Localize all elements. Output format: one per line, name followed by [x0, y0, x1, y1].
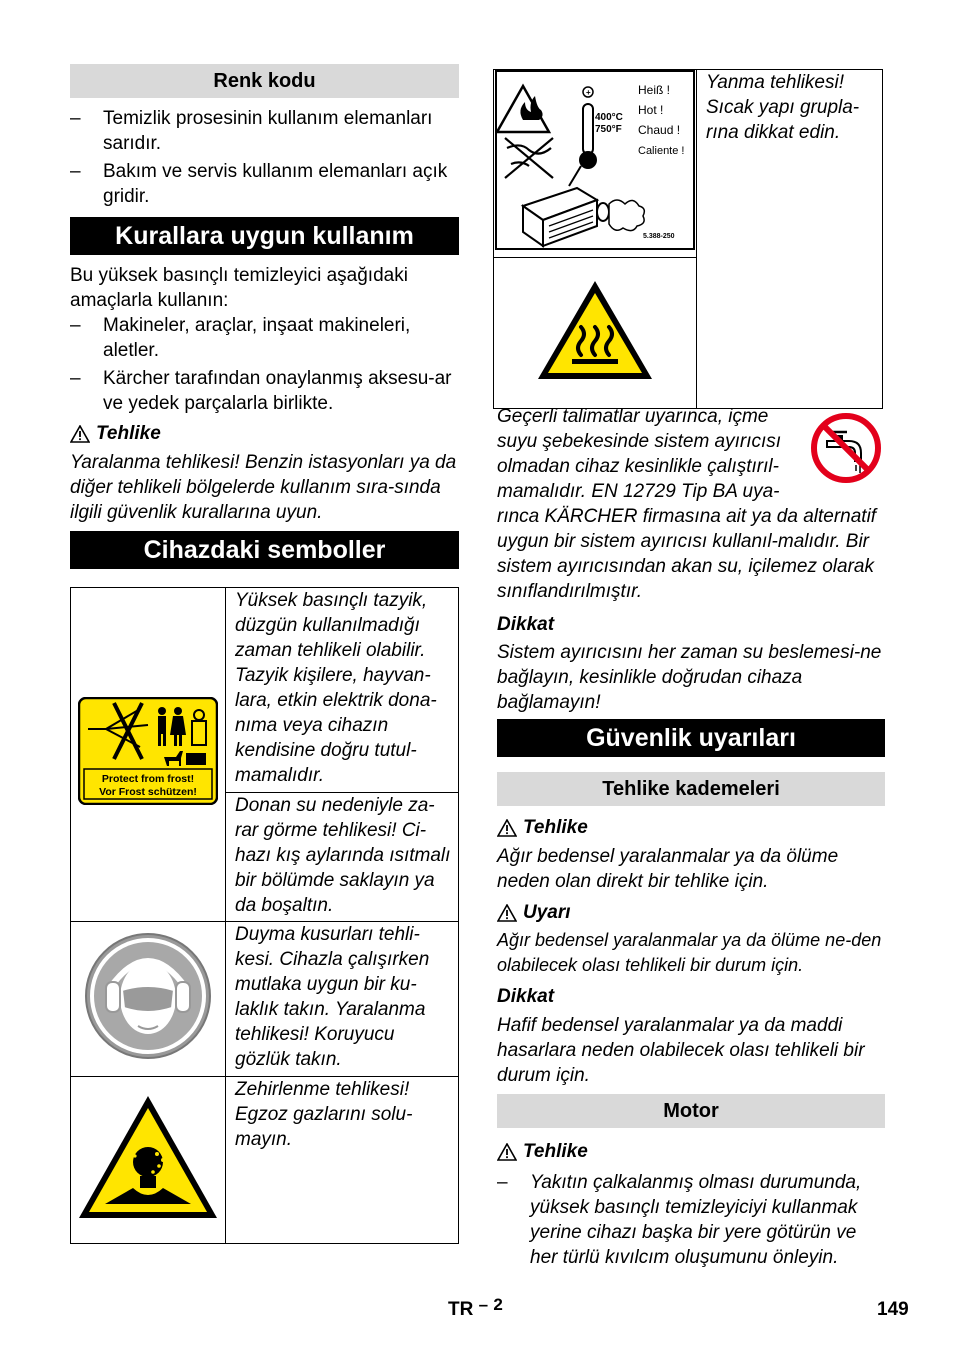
hot-surface-sticker-icon	[495, 70, 695, 250]
ear-eye-protection-cell	[71, 922, 226, 1077]
frost-sticker-line-1: Protect from frost!	[101, 773, 195, 785]
svg-text:+: +	[586, 88, 591, 97]
sticker-code: 5.388-250	[643, 233, 675, 240]
frost-sticker-line-2: Vor Frost schützen!	[99, 786, 197, 798]
exhaust-gas-cell	[71, 1077, 226, 1244]
motor-tehlike-title: Tehlike	[497, 1139, 887, 1164]
list-item: – Bakım ve servis kullanım elemanları açık gridir.	[70, 161, 448, 207]
tap-text: Geçerli talimatlar uyarınca, içme suyu şebekesinde sistem ayırıcısı olmadan cihaz kesinlikle çalıştırıl-mamalıdır. EN 12729 Tip BA uya-rınca KÄRCHER firmasına ait ya da alternatif uygun bir sistem ayırıcısı kullanıl-malıdır. Bir sistem ayırıcısından akan su, içilemez olarak sınıflandırılmıştır.	[497, 406, 877, 602]
list-item: – Yakıtın çalkalanmış olması durumunda, yüksek basınçlı temizleyiciyi kullanmak yerine cihazı başka bir yere götürün ve her türlü kıvılcım oluşumunu önleyin.	[497, 1172, 862, 1268]
warning-triangle-icon	[497, 819, 517, 837]
hot-sticker-cell	[494, 70, 697, 258]
kademe-tehlike-title: Tehlike	[497, 815, 887, 840]
pressure-jet-text: Yüksek basınçlı tazyik, düzgün kullanılmadığı zaman tehlikeli olabilir. Tazyik kişilere, hayvan-lara, etkin elektrik dona-nıma veya cihazın kendisine doğru tutul-mamalıdır.	[226, 588, 459, 793]
frost-text: Donan su nedeniyle za-rar görme tehlikesi! Ci-hazı kış aylarında ısıtmalı bir bölümde saklayın ya da boşaltın.	[226, 793, 459, 922]
list-item: – Makineler, araçlar, inşaat makineleri, aletler.	[70, 315, 411, 361]
kademe-uyari-title: Uyarı	[497, 900, 887, 925]
sticker-word-1: Heiß !	[638, 83, 671, 97]
tap-dikkat-text: Sistem ayırıcısını her zaman su beslemesi-ne bağlayın, kesinlikle doğrudan cihaza bağlamayın!	[497, 642, 882, 713]
footer-chapter: TR – 2	[448, 1295, 503, 1320]
sticker-temp-f: 750°F	[595, 124, 622, 135]
exhaust-gas-warning-icon	[75, 1092, 221, 1222]
kurallara-list	[70, 313, 460, 416]
ear-eye-protection-icon	[82, 930, 214, 1062]
page-number: 149	[877, 1299, 909, 1320]
list-item: – Kärcher tarafından onaylanmış aksesu-ar ve yedek parçalarla birlikte.	[70, 368, 452, 414]
motor-heading: Motor	[497, 1094, 885, 1128]
kurallara-heading: Kurallara uygun kullanım	[70, 217, 459, 255]
kademe-uyari-text: Ağır bedensel yaralanmalar ya da ölüme ne-den olabilecek olası tehlikeli bir durum için.	[497, 930, 882, 975]
list-item: – Temizlik prosesinin kullanım elemanları sarıdır.	[70, 108, 433, 154]
symbols-table	[70, 587, 459, 1244]
renk-kodu-list	[70, 106, 460, 209]
hot-surface-table	[493, 69, 883, 409]
hot-surface-warning-icon	[536, 279, 654, 381]
ear-eye-text: Duyma kusurları tehli-kesi. Cihazla çalışırken mutlaka uygun bir ku-laklık takın. Yaralanma tehlikesi! Koruyucu gözlük takın.	[226, 922, 459, 1077]
motor-list	[497, 1170, 887, 1270]
hot-warning-cell	[494, 258, 697, 409]
tap-dikkat-label: Dikkat	[497, 614, 555, 635]
kademeler-heading: Tehlike kademeleri	[497, 772, 885, 806]
kurallara-warning-title: Tehlike	[70, 421, 460, 446]
sticker-word-3: Chaud !	[638, 123, 681, 137]
kademeler-section	[497, 815, 887, 1088]
kademe-tehlike-text: Ağır bedensel yaralanmalar ya da ölüme neden olan direkt bir tehlike için.	[497, 846, 839, 892]
renk-kodu-heading: Renk kodu	[70, 64, 459, 98]
kademe-dikkat-title: Dikkat	[497, 986, 555, 1007]
kurallara-intro: Bu yüksek basınçlı temizleyici aşağıdaki amaçlarla kullanın:	[70, 265, 408, 311]
semboller-heading: Cihazdaki semboller	[70, 531, 459, 569]
sticker-temp-c: 400°C	[595, 112, 623, 123]
pressure-frost-sticker-cell	[71, 588, 226, 922]
sticker-word-2: Hot !	[638, 103, 664, 117]
warning-triangle-icon	[497, 1143, 517, 1161]
hot-surface-text: Yanma tehlikesi! Sıcak yapı grupla-rına dikkat edin.	[697, 70, 883, 409]
guvenlik-heading: Güvenlik uyarıları	[497, 719, 885, 757]
warning-triangle-icon	[70, 425, 90, 443]
high-pressure-jet-sticker-icon	[78, 697, 218, 805]
no-drinking-water-icon	[809, 411, 883, 485]
kademe-dikkat-text: Hafif bedensel yaralanmalar ya da maddi hasarlara neden olabilecek olası tehlikeli bir durum için.	[497, 1015, 865, 1086]
kurallara-warning-text: Yaralanma tehlikesi! Benzin istasyonları ya da diğer tehlikeli bölgelerde kullanım sıra-sında ilgili güvenlik kurallarına uyun.	[70, 452, 457, 523]
sticker-word-4: Caliente !	[638, 145, 685, 157]
tap-section	[497, 404, 887, 715]
exhaust-gas-text: Zehirlenme tehlikesi! Egzoz gazlarını solu-mayın.	[226, 1077, 459, 1244]
warning-triangle-icon	[497, 904, 517, 922]
motor-section	[497, 1139, 887, 1270]
